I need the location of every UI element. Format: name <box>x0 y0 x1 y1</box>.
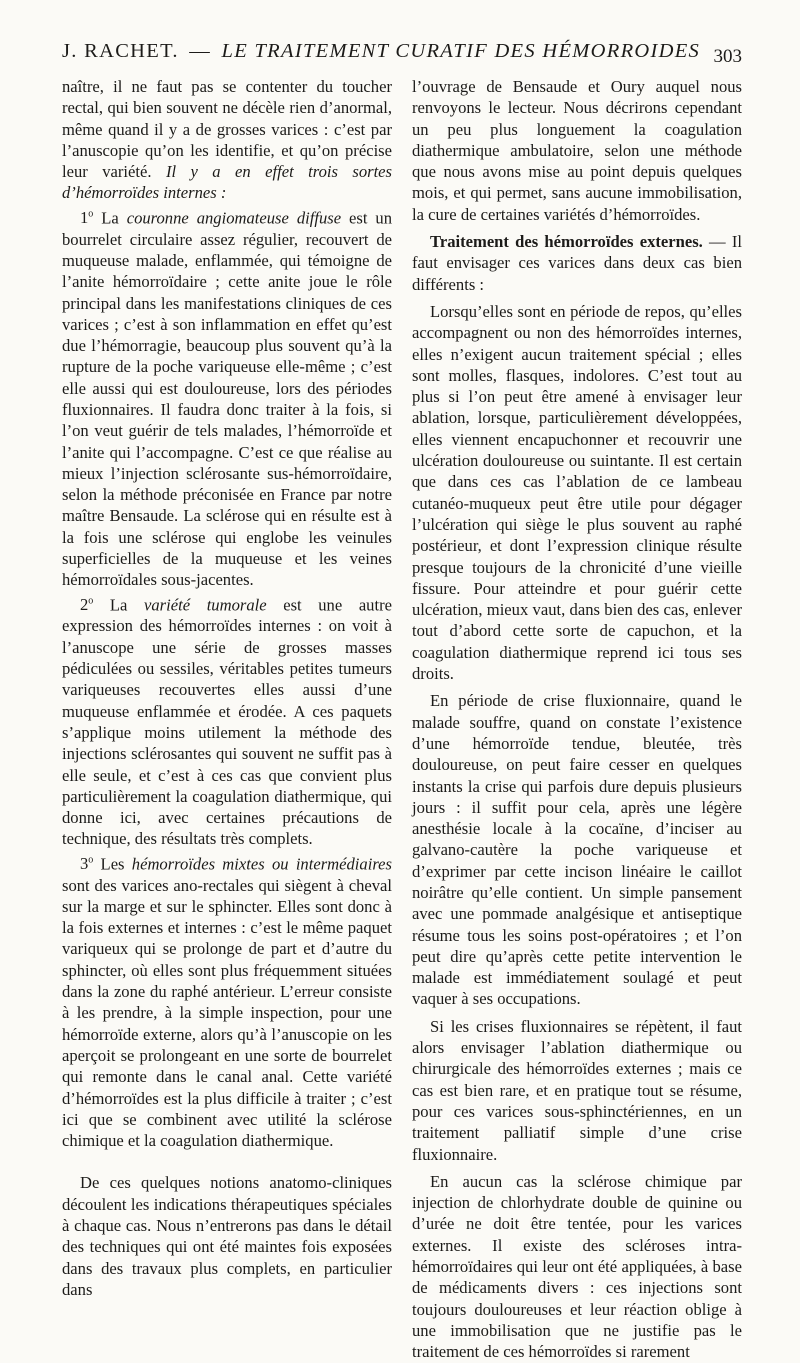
list-item-2 <box>62 591 392 850</box>
paragraph-chemical-sclerosis: En aucun cas la sclérose chimique par injection de chlorhydrate double de quinine ou d’urée ne doit être tentée, pour les varices externes. Il existe des scléroses intra-hémorroïdaires qui leur ont été appliquées, à base de médicaments divers : ces injections sont toujours douloureuses et leur réaction oblige à une immobilisation que ne justifie pas le traitement de ces hémorroïdes si rarement <box>412 1171 742 1362</box>
intro-text: naître, il ne faut pas se contenter du toucher rectal, qui bien souvent ne décèle rien d’anormal, même quand il y a de grosses varices : c’est par l’anuscopie qu’on les identifie, et qu’on précise leur variété. <box>62 77 392 182</box>
item3-number: 3$^o$ <box>80 854 94 874</box>
item2-body: est une autre expression des hémorroïdes internes : on voit à l’anuscope une série de grosses masses pédiculées ou sessiles, véritables petites tumeurs variqueuses recouvertes elles aussi d’une muqueuse enflammée et érodée. A ces paquets s’applique moins utilement la méthode des injections sclérosantes qui souvent ne suffit pas à elle seule, et c’est à ces cas que convient plus particulièrement la coagulation diathermique, qui donne ici, avec certaines précautions de technique, des résultats très complets. <box>62 595 392 849</box>
item1-body: est un bourrelet circulaire assez régulier, recouvert de muqueuse malade, enflammée, qui témoigne de l’anite hémorroïdaire ; cette anite joue le rôle principal dans les manifestations cliniques de ces varices ; c’est à son inflammation en effet qu’est due l’hémorragie, beaucoup plus souvent qu’à la rupture de la poche variqueuse elle-même ; c’est elle aussi qui est douloureuse, lors des périodes fluxionnaires. Il faudra donc traiter à la fois, si l’on veut guérir de tels malades, l’hémorroïde et l’anite qui l’accompagne. C’est ce que réalise au mieux l’injection sclérosante sus-hémorroïdaire, selon la méthode préconisée en France par notre maître Bensaude. La sclérose qui en résulte est à la fois une sclérose qui englobe les veinules superficielles de la muqueuse et les veines hémorroïdales sous-jacentes. <box>62 208 392 590</box>
paragraph-repeated-crises: Si les crises fluxionnaires se répètent, il faut alors envisager l’ablation diathermique ou chirurgicale des hémorroïdes externes ; mais ce cas est bien rare, et en pratique tout se résume, pour ces varices sous-sphinctériennes, en un traitement palliatif simple d’une crise fluxionnaire. <box>412 1016 742 1164</box>
item1-term: couronne angiomateuse diffuse <box>126 208 342 228</box>
item3-term: hémorroïdes mixtes ou intermédiaires <box>131 854 392 874</box>
item3-lead: Les <box>93 854 132 874</box>
item2-number: 2$^o$ <box>80 595 94 615</box>
item2-lead: La <box>93 595 145 615</box>
item1-number: 1$^o$ <box>80 208 94 228</box>
section-heading: Traitement des hémorroïdes externes. <box>430 232 703 252</box>
right-column <box>412 76 742 1363</box>
page-number: 303 <box>713 46 742 67</box>
header-author: J. RACHET. <box>62 40 179 62</box>
left-column <box>62 76 392 1300</box>
list-item-3 <box>62 850 392 1152</box>
running-head <box>62 40 700 63</box>
paragraph-rest-period: Lorsqu’elles sont en période de repos, qu’elles accompagnent ou non des hémorroïdes internes, elles n’exigent aucun traitement spécial ; elles sont molles, flasques, indolores. C’est tout au plus si l’on peut être amené à envisager leur ablation, lorsque, particulièrement développées, elles viennent encapuchonner et recouvrir une ulcération douloureuse ou suintante. Il est certain que dans ces cas l’ablation de ce lambeau cutanéo-muqueux peut être utile pour dégager l’ulcération qui siège le plus souvent au raphé postérieur, et dont l’expression clinique résulte presque toujours de la chronicité d’une vieille fissure. Pour atteindre et pour guérir cette ulcération, mieux vaut, dans bien des cas, enlever tout d’abord cette sorte de capuchon, et la coagulation diathermique reprend ici tous ses droits. <box>412 301 742 684</box>
item3-body: sont des varices ano-rectales qui siègent à cheval sur la marge et sur le sphincter. Elles sont donc à la fois externes et internes : c’est le même paquet variqueux qui se prolonge de part et d’autre du sphincter, où elles sont plus fréquemment situées dans la zone du raphé antérieur. L’erreur consiste à les prendre, à la simple inspection, pour une hémorroïde externe, alors qu’à l’anuscopie on les aperçoit se prolongeant en une sorte de bourrelet qui remonte dans le canal anal. Cette variété d’hémorroïdes est la plus difficile à traiter ; c’est ici que se combinent avec utilité la sclérose chimique et la coagulation diathermique. <box>62 875 392 1151</box>
paragraph-continuation: l’ouvrage de Bensaude et Oury auquel nous renvoyons le lecteur. Nous décrirons cependant un peu plus longuement la coagulation diathermique ambulatoire, selon une méthode que nous avons mise au point depuis quelques mois, et qui permet, sans aucune immobilisation, la cure de certaines variétés d’hémorroïdes. <box>412 77 742 224</box>
paragraph-crisis: En période de crise fluxionnaire, quand le malade souffre, quand on constate l’existence d’une hémorroïde tendue, bleutée, très douloureuse, on peut faire cesser en quelques instants la crise qui parfois dure depuis plusieurs jours : il suffit pour cela, après une légère anesthésie locale à la cocaïne, d’inciser au galvano-cautère la poche variqueuse et d’exprimer par cette incison linéaire le caillot noirâtre qu’elle contient. Un simple pansement avec une pommade analgésique et antiseptique résume tous les soins post-opératoires ; et l’on peut dire qu’après cette petite intervention le malade est immédiatement soulagé et peut vaquer à ses occupations. <box>412 691 742 1009</box>
section-intro: Il faut envisager ces varices dans deux cas bien différents : <box>412 232 742 294</box>
item1-lead: La <box>93 208 127 228</box>
section-dash: — <box>702 232 726 252</box>
page-header <box>62 40 742 76</box>
paragraph-intro <box>62 76 392 204</box>
list-item-1 <box>62 204 392 591</box>
header-title: LE TRAITEMENT CURATIF DES HÉMORROIDES <box>221 40 701 62</box>
item2-term: variété tumorale <box>144 595 267 615</box>
intro-italic: Il y a en effet trois sortes d’hémorroïdes internes : <box>62 162 393 203</box>
header-dash: — <box>189 40 212 62</box>
section-external <box>412 231 742 295</box>
paragraph-conclusion: De ces quelques notions anatomo-cliniques découlent les indications thérapeutiques spéciales à chaque cas. Nous n’entrerons pas dans le détail des techniques qui ont été maintes fois exposées dans des travaux plus complets, en particulier dans <box>62 1173 392 1299</box>
